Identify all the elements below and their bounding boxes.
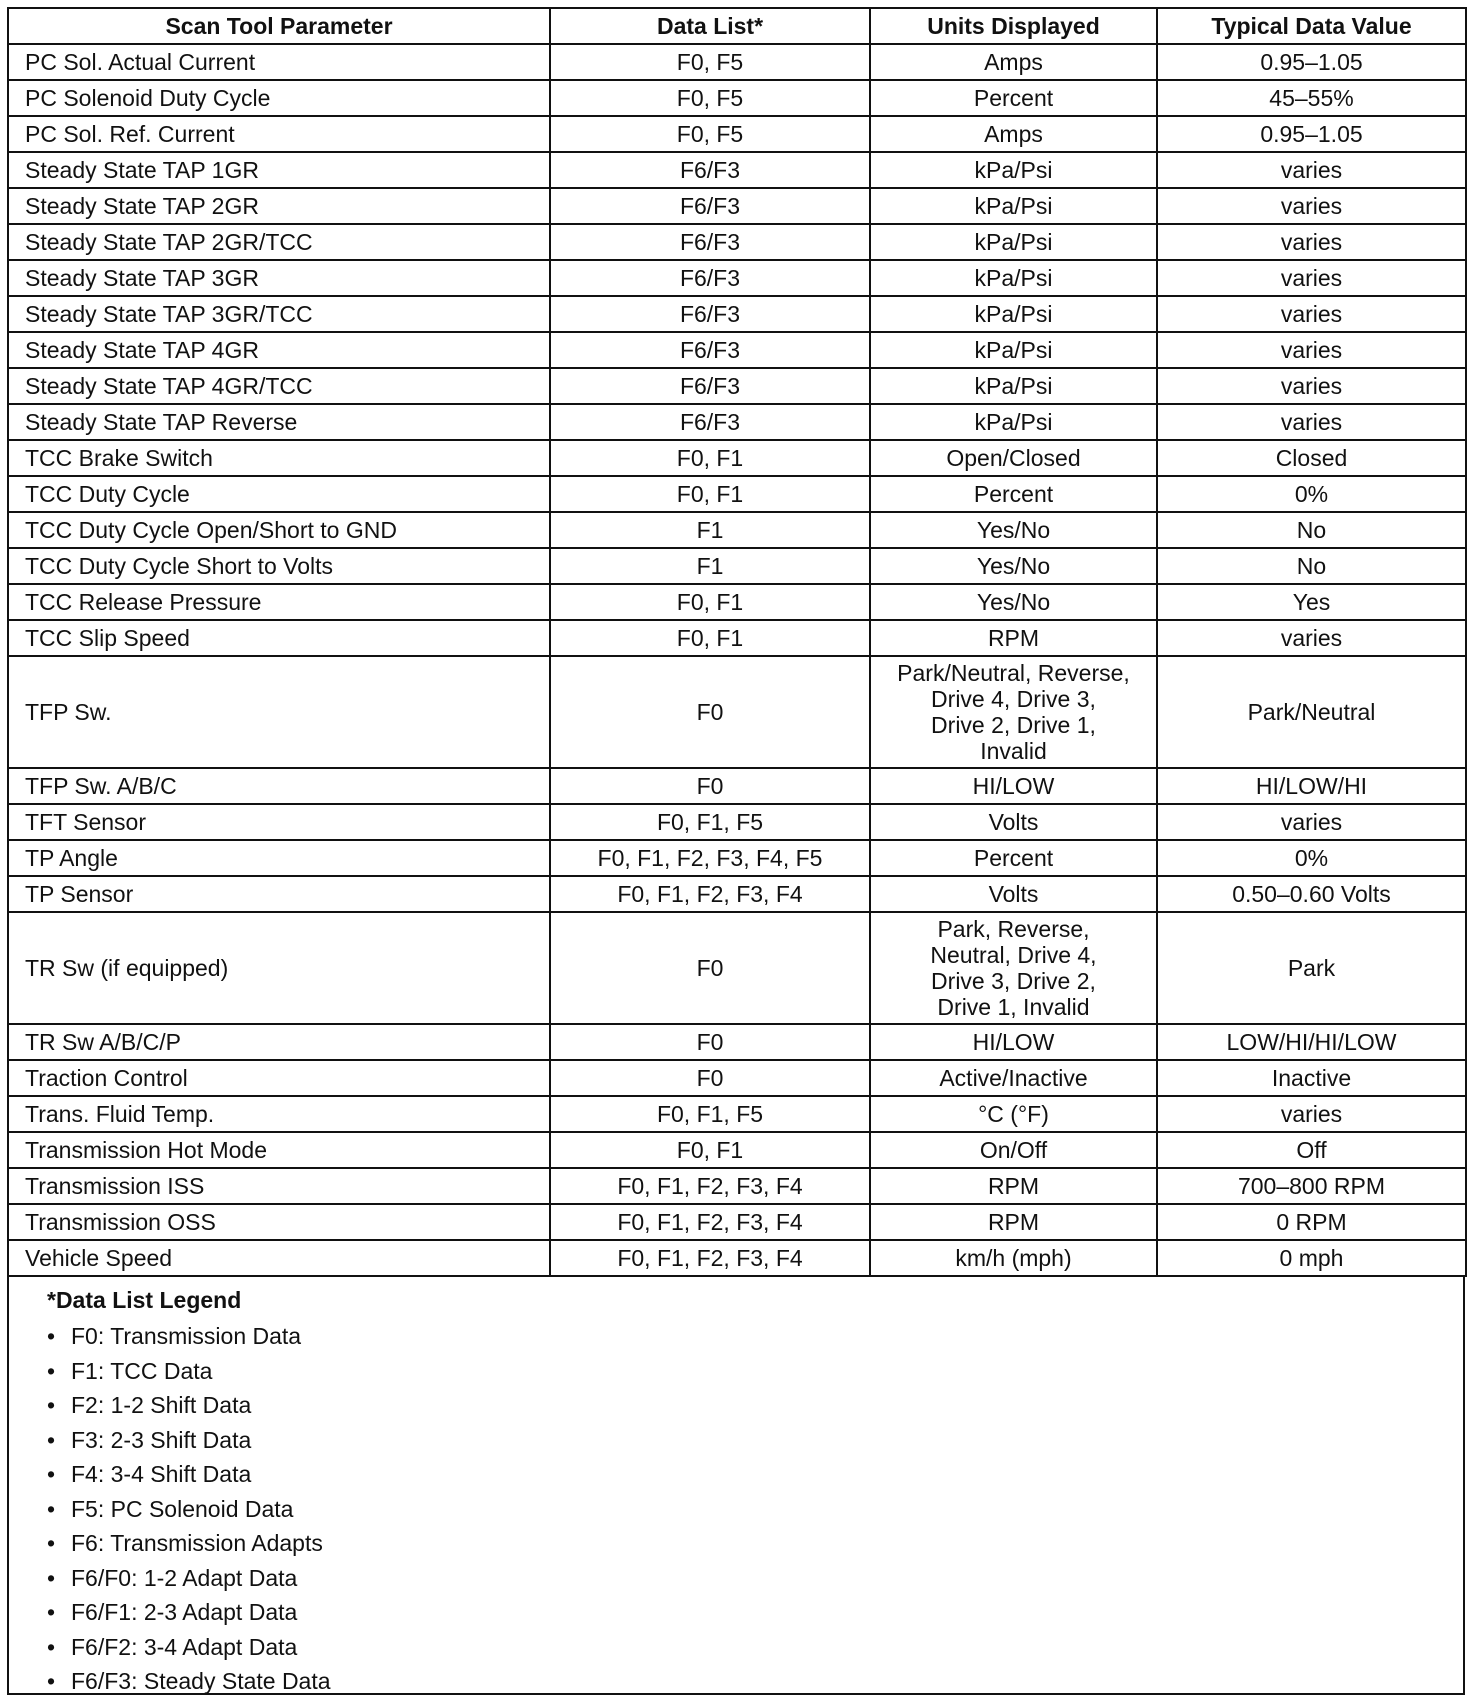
cell-data-list: F0, F1, F5 xyxy=(550,1096,870,1132)
cell-parameter: TP Angle xyxy=(8,840,550,876)
legend-item-text: F0: Transmission Data xyxy=(71,1323,302,1349)
cell-parameter: Steady State TAP 2GR xyxy=(8,188,550,224)
cell-typical-value: varies xyxy=(1157,152,1466,188)
table-row xyxy=(8,44,1466,80)
table-row xyxy=(8,224,1466,260)
cell-parameter: TCC Duty Cycle Open/Short to GND xyxy=(8,512,550,548)
cell-parameter: Steady State TAP 3GR/TCC xyxy=(8,296,550,332)
cell-units xyxy=(870,912,1157,1024)
cell-parameter: TCC Slip Speed xyxy=(8,620,550,656)
table-row xyxy=(8,1060,1466,1096)
cell-parameter: PC Sol. Actual Current xyxy=(8,44,550,80)
table-header-row xyxy=(8,8,1466,44)
cell-units: Open/Closed xyxy=(870,440,1157,476)
table-row xyxy=(8,1168,1466,1204)
cell-typical-value: LOW/HI/HI/LOW xyxy=(1157,1024,1466,1060)
table-row xyxy=(8,332,1466,368)
cell-data-list: F0, F1 xyxy=(550,440,870,476)
bullet-icon: • xyxy=(47,1461,56,1487)
cell-typical-value: varies xyxy=(1157,1096,1466,1132)
scan-tool-parameter-table xyxy=(7,7,1467,1277)
cell-parameter: Steady State TAP 4GR xyxy=(8,332,550,368)
cell-parameter: Transmission OSS xyxy=(8,1204,550,1240)
cell-typical-value: varies xyxy=(1157,296,1466,332)
table-row xyxy=(8,404,1466,440)
scan-tool-data-sheet xyxy=(7,7,1465,1695)
cell-data-list: F0, F1, F2, F3, F4 xyxy=(550,1168,870,1204)
cell-units: Amps xyxy=(870,116,1157,152)
cell-parameter: TCC Duty Cycle xyxy=(8,476,550,512)
cell-data-list: F6/F3 xyxy=(550,260,870,296)
cell-parameter: TFT Sensor xyxy=(8,804,550,840)
table-row xyxy=(8,1096,1466,1132)
cell-parameter: Transmission ISS xyxy=(8,1168,550,1204)
table-row xyxy=(8,260,1466,296)
table-row xyxy=(8,548,1466,584)
table-body xyxy=(8,44,1466,1276)
legend-item xyxy=(47,1423,1463,1458)
cell-typical-value: varies xyxy=(1157,804,1466,840)
cell-units: °C (°F) xyxy=(870,1096,1157,1132)
cell-data-list: F0, F1, F2, F3, F4 xyxy=(550,1204,870,1240)
cell-parameter: TP Sensor xyxy=(8,876,550,912)
cell-parameter: Traction Control xyxy=(8,1060,550,1096)
legend-item xyxy=(47,1388,1463,1423)
cell-data-list: F0 xyxy=(550,1060,870,1096)
cell-data-list: F0, F5 xyxy=(550,44,870,80)
cell-typical-value: 0% xyxy=(1157,476,1466,512)
cell-units: kPa/Psi xyxy=(870,224,1157,260)
bullet-icon: • xyxy=(47,1392,56,1418)
cell-units: Percent xyxy=(870,840,1157,876)
cell-multiline-text: Park/Neutral, Reverse, Drive 4, Drive 3, Drive 2, Drive 1, Invalid xyxy=(897,660,1130,764)
cell-parameter: Steady State TAP 3GR xyxy=(8,260,550,296)
cell-typical-value: No xyxy=(1157,548,1466,584)
header-typical-data-value: Typical Data Value xyxy=(1157,8,1466,44)
cell-units: kPa/Psi xyxy=(870,260,1157,296)
cell-parameter: TR Sw (if equipped) xyxy=(8,912,550,1024)
cell-parameter: Transmission Hot Mode xyxy=(8,1132,550,1168)
cell-multiline-text: Park, Reverse, Neutral, Drive 4, Drive 3, Drive 2, Drive 1, Invalid xyxy=(930,916,1097,1020)
legend-item-text: F6/F2: 3-4 Adapt Data xyxy=(71,1633,298,1660)
table-row xyxy=(8,476,1466,512)
bullet-icon: • xyxy=(47,1668,56,1694)
table-row xyxy=(8,1024,1466,1060)
legend-item xyxy=(47,1595,1463,1630)
cell-units: Yes/No xyxy=(870,512,1157,548)
cell-data-list: F0, F1 xyxy=(550,1132,870,1168)
legend-item-text: F3: 2-3 Shift Data xyxy=(71,1426,252,1453)
cell-units: kPa/Psi xyxy=(870,368,1157,404)
data-list-legend xyxy=(7,1277,1465,1695)
table-row xyxy=(8,768,1466,804)
cell-typical-value: Inactive xyxy=(1157,1060,1466,1096)
cell-units: Percent xyxy=(870,80,1157,116)
table-row xyxy=(8,80,1466,116)
cell-data-list: F6/F3 xyxy=(550,332,870,368)
legend-item xyxy=(47,1457,1463,1492)
cell-data-list: F0, F1 xyxy=(550,476,870,512)
cell-units: On/Off xyxy=(870,1132,1157,1168)
bullet-icon: • xyxy=(47,1495,56,1522)
cell-data-list: F1 xyxy=(550,512,870,548)
header-scan-tool-parameter: Scan Tool Parameter xyxy=(8,8,550,44)
cell-units: kPa/Psi xyxy=(870,404,1157,440)
cell-parameter: TFP Sw. xyxy=(8,656,550,768)
cell-units: RPM xyxy=(870,620,1157,656)
table-row xyxy=(8,368,1466,404)
cell-parameter: PC Solenoid Duty Cycle xyxy=(8,80,550,116)
cell-parameter: Steady State TAP Reverse xyxy=(8,404,550,440)
header-data-list: Data List* xyxy=(550,8,870,44)
legend-item xyxy=(47,1630,1463,1665)
cell-data-list: F0 xyxy=(550,912,870,1024)
cell-typical-value: 0.95–1.05 xyxy=(1157,44,1466,80)
cell-parameter: Steady State TAP 4GR/TCC xyxy=(8,368,550,404)
cell-units: kPa/Psi xyxy=(870,296,1157,332)
bullet-icon: • xyxy=(47,1564,56,1591)
legend-item-text: F4: 3-4 Shift Data xyxy=(71,1461,252,1487)
cell-parameter: Vehicle Speed xyxy=(8,1240,550,1276)
table-row xyxy=(8,804,1466,840)
legend-item-text: F5: PC Solenoid Data xyxy=(71,1495,294,1522)
table-row xyxy=(8,116,1466,152)
table-row xyxy=(8,188,1466,224)
cell-data-list: F0, F5 xyxy=(550,80,870,116)
cell-typical-value: varies xyxy=(1157,404,1466,440)
table-row xyxy=(8,152,1466,188)
legend-item xyxy=(47,1561,1463,1596)
cell-data-list: F6/F3 xyxy=(550,368,870,404)
legend-item-text: F6: Transmission Adapts xyxy=(71,1530,323,1556)
table-row xyxy=(8,512,1466,548)
legend-item xyxy=(47,1492,1463,1527)
cell-units: km/h (mph) xyxy=(870,1240,1157,1276)
legend-item xyxy=(47,1319,1463,1354)
cell-parameter: PC Sol. Ref. Current xyxy=(8,116,550,152)
cell-parameter: Steady State TAP 1GR xyxy=(8,152,550,188)
cell-units: Active/Inactive xyxy=(870,1060,1157,1096)
table-row xyxy=(8,296,1466,332)
cell-typical-value: 700–800 RPM xyxy=(1157,1168,1466,1204)
cell-typical-value: varies xyxy=(1157,188,1466,224)
legend-item-text: F6/F3: Steady State Data xyxy=(71,1668,331,1694)
cell-data-list: F6/F3 xyxy=(550,296,870,332)
cell-data-list: F6/F3 xyxy=(550,404,870,440)
cell-parameter: TR Sw A/B/C/P xyxy=(8,1024,550,1060)
cell-typical-value: 45–55% xyxy=(1157,80,1466,116)
cell-data-list: F1 xyxy=(550,548,870,584)
cell-typical-value: 0 RPM xyxy=(1157,1204,1466,1240)
cell-units: Yes/No xyxy=(870,548,1157,584)
cell-typical-value: Off xyxy=(1157,1132,1466,1168)
cell-typical-value: 0 mph xyxy=(1157,1240,1466,1276)
bullet-icon: • xyxy=(47,1323,56,1349)
bullet-icon: • xyxy=(47,1357,56,1384)
bullet-icon: • xyxy=(47,1633,56,1660)
table-row xyxy=(8,620,1466,656)
table-row xyxy=(8,1132,1466,1168)
cell-units: Volts xyxy=(870,876,1157,912)
cell-units xyxy=(870,656,1157,768)
cell-parameter: TCC Brake Switch xyxy=(8,440,550,476)
header-units-displayed: Units Displayed xyxy=(870,8,1157,44)
legend-item xyxy=(47,1354,1463,1389)
legend-item-text: F6/F1: 2-3 Adapt Data xyxy=(71,1599,298,1625)
cell-units: RPM xyxy=(870,1204,1157,1240)
cell-units: HI/LOW xyxy=(870,1024,1157,1060)
cell-data-list: F6/F3 xyxy=(550,224,870,260)
cell-typical-value: 0.95–1.05 xyxy=(1157,116,1466,152)
cell-data-list: F0 xyxy=(550,1024,870,1060)
cell-parameter: TFP Sw. A/B/C xyxy=(8,768,550,804)
cell-typical-value: Yes xyxy=(1157,584,1466,620)
table-row xyxy=(8,840,1466,876)
cell-typical-value: 0.50–0.60 Volts xyxy=(1157,876,1466,912)
cell-data-list: F0, F1, F5 xyxy=(550,804,870,840)
cell-units: Volts xyxy=(870,804,1157,840)
cell-units: Amps xyxy=(870,44,1157,80)
legend-title: *Data List Legend xyxy=(47,1287,242,1313)
bullet-icon: • xyxy=(47,1599,56,1625)
table-row xyxy=(8,656,1466,768)
cell-units: Yes/No xyxy=(870,584,1157,620)
cell-typical-value: No xyxy=(1157,512,1466,548)
legend-list xyxy=(47,1319,1463,1699)
table-row xyxy=(8,876,1466,912)
cell-data-list: F0, F1, F2, F3, F4, F5 xyxy=(550,840,870,876)
cell-units: kPa/Psi xyxy=(870,188,1157,224)
cell-units: Percent xyxy=(870,476,1157,512)
legend-item-text: F6/F0: 1-2 Adapt Data xyxy=(71,1564,298,1591)
cell-data-list: F6/F3 xyxy=(550,152,870,188)
table-row xyxy=(8,912,1466,1024)
cell-data-list: F0, F1 xyxy=(550,584,870,620)
cell-typical-value: varies xyxy=(1157,368,1466,404)
cell-data-list: F0 xyxy=(550,768,870,804)
cell-typical-value: Park/Neutral xyxy=(1157,656,1466,768)
cell-typical-value: Closed xyxy=(1157,440,1466,476)
table-row xyxy=(8,1204,1466,1240)
cell-data-list: F0, F1 xyxy=(550,620,870,656)
cell-parameter: TCC Duty Cycle Short to Volts xyxy=(8,548,550,584)
legend-item-text: F2: 1-2 Shift Data xyxy=(71,1392,252,1418)
cell-parameter: Steady State TAP 2GR/TCC xyxy=(8,224,550,260)
cell-units: kPa/Psi xyxy=(870,332,1157,368)
cell-data-list: F6/F3 xyxy=(550,188,870,224)
cell-units: RPM xyxy=(870,1168,1157,1204)
table-row xyxy=(8,1240,1466,1276)
cell-typical-value: varies xyxy=(1157,620,1466,656)
bullet-icon: • xyxy=(47,1426,56,1453)
cell-data-list: F0, F5 xyxy=(550,116,870,152)
cell-typical-value: varies xyxy=(1157,224,1466,260)
cell-parameter: Trans. Fluid Temp. xyxy=(8,1096,550,1132)
cell-typical-value: Park xyxy=(1157,912,1466,1024)
table-row xyxy=(8,440,1466,476)
cell-typical-value: 0% xyxy=(1157,840,1466,876)
cell-units: kPa/Psi xyxy=(870,152,1157,188)
legend-item xyxy=(47,1664,1463,1699)
cell-data-list: F0, F1, F2, F3, F4 xyxy=(550,876,870,912)
cell-data-list: F0, F1, F2, F3, F4 xyxy=(550,1240,870,1276)
legend-item-text: F1: TCC Data xyxy=(71,1357,213,1384)
cell-data-list: F0 xyxy=(550,656,870,768)
cell-typical-value: varies xyxy=(1157,332,1466,368)
legend-item xyxy=(47,1526,1463,1561)
cell-units: HI/LOW xyxy=(870,768,1157,804)
bullet-icon: • xyxy=(47,1530,56,1556)
cell-typical-value: varies xyxy=(1157,260,1466,296)
cell-parameter: TCC Release Pressure xyxy=(8,584,550,620)
cell-typical-value: HI/LOW/HI xyxy=(1157,768,1466,804)
table-row xyxy=(8,584,1466,620)
